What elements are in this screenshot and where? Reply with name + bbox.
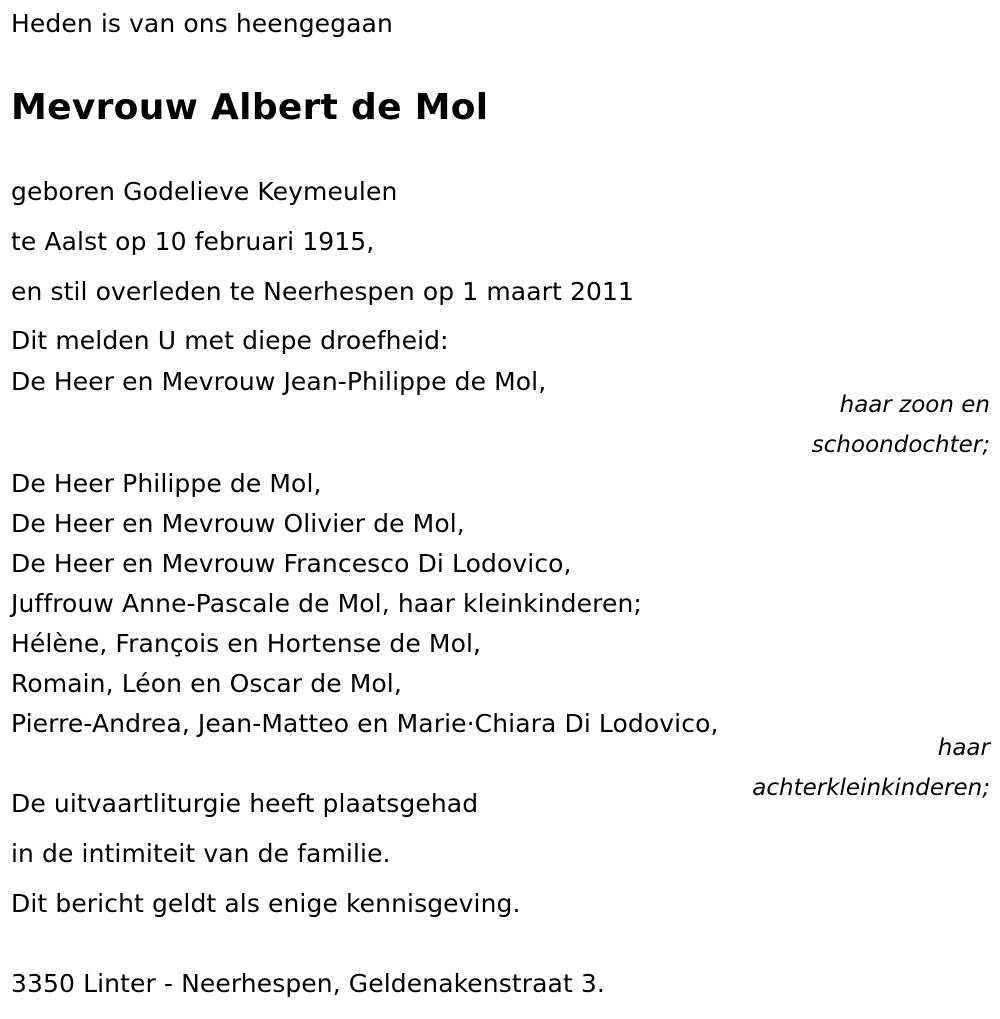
great-grandchild-line: Romain, Léon en Oscar de Mol, <box>11 669 402 698</box>
grandchild-line: De Heer en Mevrouw Francesco Di Lodovico, <box>11 549 572 578</box>
great-grandchild-line: Pierre-Andrea, Jean-Matteo en Marie·Chiara Di Lodovico, <box>11 709 719 738</box>
son-relation-note-2: schoondochter; <box>811 432 990 458</box>
birth-place-date: te Aalst op 10 februari 1915, <box>11 227 375 256</box>
great-relation-note-2: achterkleinkinderen; <box>752 775 990 801</box>
announcement-text: Dit melden U met diepe droefheid: <box>11 326 449 355</box>
son-line: De Heer en Mevrouw Jean-Philippe de Mol, <box>11 367 547 396</box>
notice-text: Dit bericht geldt als enige kennisgeving. <box>11 889 521 918</box>
deceased-name: Mevrouw Albert de Mol <box>11 87 489 128</box>
son-relation-note-1: haar zoon en <box>839 392 990 418</box>
address-text: 3350 Linter - Neerhespen, Geldenakenstraat 3. <box>11 969 605 998</box>
liturgy-line-1: De uitvaartliturgie heeft plaatsgehad <box>11 789 479 818</box>
grandchild-line: De Heer Philippe de Mol, <box>11 469 322 498</box>
death-place-date: en stil overleden te Neerhespen op 1 maart 2011 <box>11 277 634 306</box>
great-grandchild-line: Hélène, François en Hortense de Mol, <box>11 629 482 658</box>
great-relation-note-1: haar <box>937 735 990 761</box>
grandchild-line: De Heer en Mevrouw Olivier de Mol, <box>11 509 465 538</box>
maiden-name: geboren Godelieve Keymeulen <box>11 177 398 206</box>
intro-text: Heden is van ons heengegaan <box>11 9 393 38</box>
grandchild-line: Juffrouw Anne-Pascale de Mol, haar kleinkinderen; <box>11 589 642 618</box>
liturgy-line-2: in de intimiteit van de familie. <box>11 839 391 868</box>
